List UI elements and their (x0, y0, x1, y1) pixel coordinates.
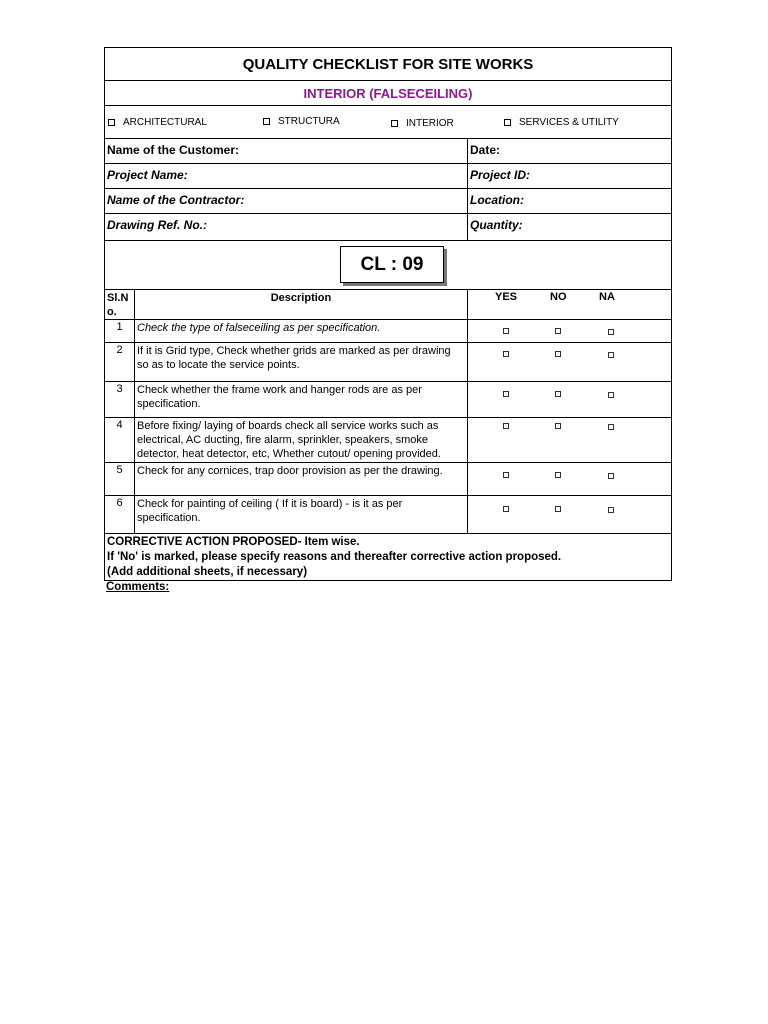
info-row-contractor (104, 189, 672, 214)
na-checkbox-icon[interactable] (608, 507, 614, 513)
category-structural[interactable] (263, 116, 340, 127)
category-label: ARCHITECTURAL (123, 117, 207, 128)
customer-name-field[interactable]: Name of the Customer: (105, 139, 468, 163)
form-title: QUALITY CHECKLIST FOR SITE WORKS (104, 47, 672, 81)
no-checkbox-icon[interactable] (555, 506, 561, 512)
checkbox-icon[interactable] (504, 119, 511, 126)
checklist-code: CL : 09 (340, 246, 444, 283)
na-checkbox-icon[interactable] (608, 352, 614, 358)
additional-sheets-note: (Add additional sheets, if necessary) (107, 566, 308, 578)
yes-checkbox-icon[interactable] (503, 472, 509, 478)
checkbox-icon[interactable] (263, 118, 270, 125)
info-row-project (104, 164, 672, 189)
table-row (104, 418, 672, 463)
row-number: 1 (105, 320, 135, 342)
category-label: INTERIOR (406, 118, 454, 129)
na-checkbox-icon[interactable] (608, 424, 614, 430)
category-label: SERVICES & UTILITY (519, 117, 619, 128)
drawing-ref-field[interactable]: Drawing Ref. No.: (105, 214, 468, 240)
no-checkbox-icon[interactable] (555, 351, 561, 357)
contractor-name-field[interactable]: Name of the Contractor: (105, 189, 468, 213)
table-header (104, 290, 672, 320)
no-checkbox-icon[interactable] (555, 423, 561, 429)
table-row (104, 496, 672, 534)
header-yes: YES (495, 291, 518, 303)
header-description: Description (135, 290, 468, 319)
corrective-action-title: CORRECTIVE ACTION PROPOSED- Item wise. (107, 536, 360, 548)
category-row (104, 106, 672, 139)
corrective-action-instruction: If 'No' is marked, please specify reasons and thereafter corrective action proposed. (107, 551, 562, 563)
header-sn: Sl.N o. (105, 290, 135, 319)
yes-checkbox-icon[interactable] (503, 328, 509, 334)
yes-checkbox-icon[interactable] (503, 351, 509, 357)
category-interior[interactable] (391, 118, 454, 129)
header-na: NA (599, 291, 615, 303)
row-description: If it is Grid type, Check whether grids are marked as per drawing so as to locate the service points. (135, 343, 468, 381)
checkbox-icon[interactable] (391, 120, 398, 127)
code-row (104, 241, 672, 290)
yes-checkbox-icon[interactable] (503, 391, 509, 397)
table-row (104, 320, 672, 343)
checkbox-icon[interactable] (108, 119, 115, 126)
yes-checkbox-icon[interactable] (503, 506, 509, 512)
category-services[interactable] (504, 117, 619, 128)
row-number: 4 (105, 418, 135, 462)
info-row-customer (104, 139, 672, 164)
info-row-drawing (104, 214, 672, 241)
no-checkbox-icon[interactable] (555, 391, 561, 397)
checklist-sheet (104, 47, 672, 581)
project-name-field[interactable]: Project Name: (105, 164, 468, 188)
na-checkbox-icon[interactable] (608, 329, 614, 335)
na-checkbox-icon[interactable] (608, 473, 614, 479)
row-number: 5 (105, 463, 135, 495)
date-field[interactable]: Date: (470, 143, 501, 157)
row-number: 2 (105, 343, 135, 381)
row-description: Before fixing/ laying of boards check all service works such as electrical, AC ducting, fire alarm, sprinkler, speakers, smoke detector, heat detector, etc, Whether cutout/ opening provided. (135, 418, 468, 462)
corrective-action-section (104, 534, 672, 581)
comments-label: Comments: (106, 581, 170, 593)
project-id-field[interactable]: Project ID: (470, 168, 531, 182)
category-label: STRUCTURA (278, 116, 340, 127)
form-subtitle: INTERIOR (FALSECEILING) (104, 81, 672, 106)
na-checkbox-icon[interactable] (608, 392, 614, 398)
row-description: Check the type of falseceiling as per specification. (135, 320, 468, 342)
table-row (104, 382, 672, 418)
table-row (104, 343, 672, 382)
row-number: 3 (105, 382, 135, 417)
row-description: Check for painting of ceiling ( If it is board) - is it as per specification. (135, 496, 468, 533)
no-checkbox-icon[interactable] (555, 328, 561, 334)
row-number: 6 (105, 496, 135, 533)
location-field[interactable]: Location: (470, 193, 524, 207)
yes-checkbox-icon[interactable] (503, 423, 509, 429)
table-row (104, 463, 672, 496)
header-no: NO (550, 291, 567, 303)
row-description: Check whether the frame work and hanger rods are as per specification. (135, 382, 468, 417)
quantity-field[interactable]: Quantity: (470, 218, 523, 232)
category-architectural[interactable] (108, 117, 207, 128)
no-checkbox-icon[interactable] (555, 472, 561, 478)
row-description: Check for any cornices, trap door provision as per the drawing. (135, 463, 468, 495)
